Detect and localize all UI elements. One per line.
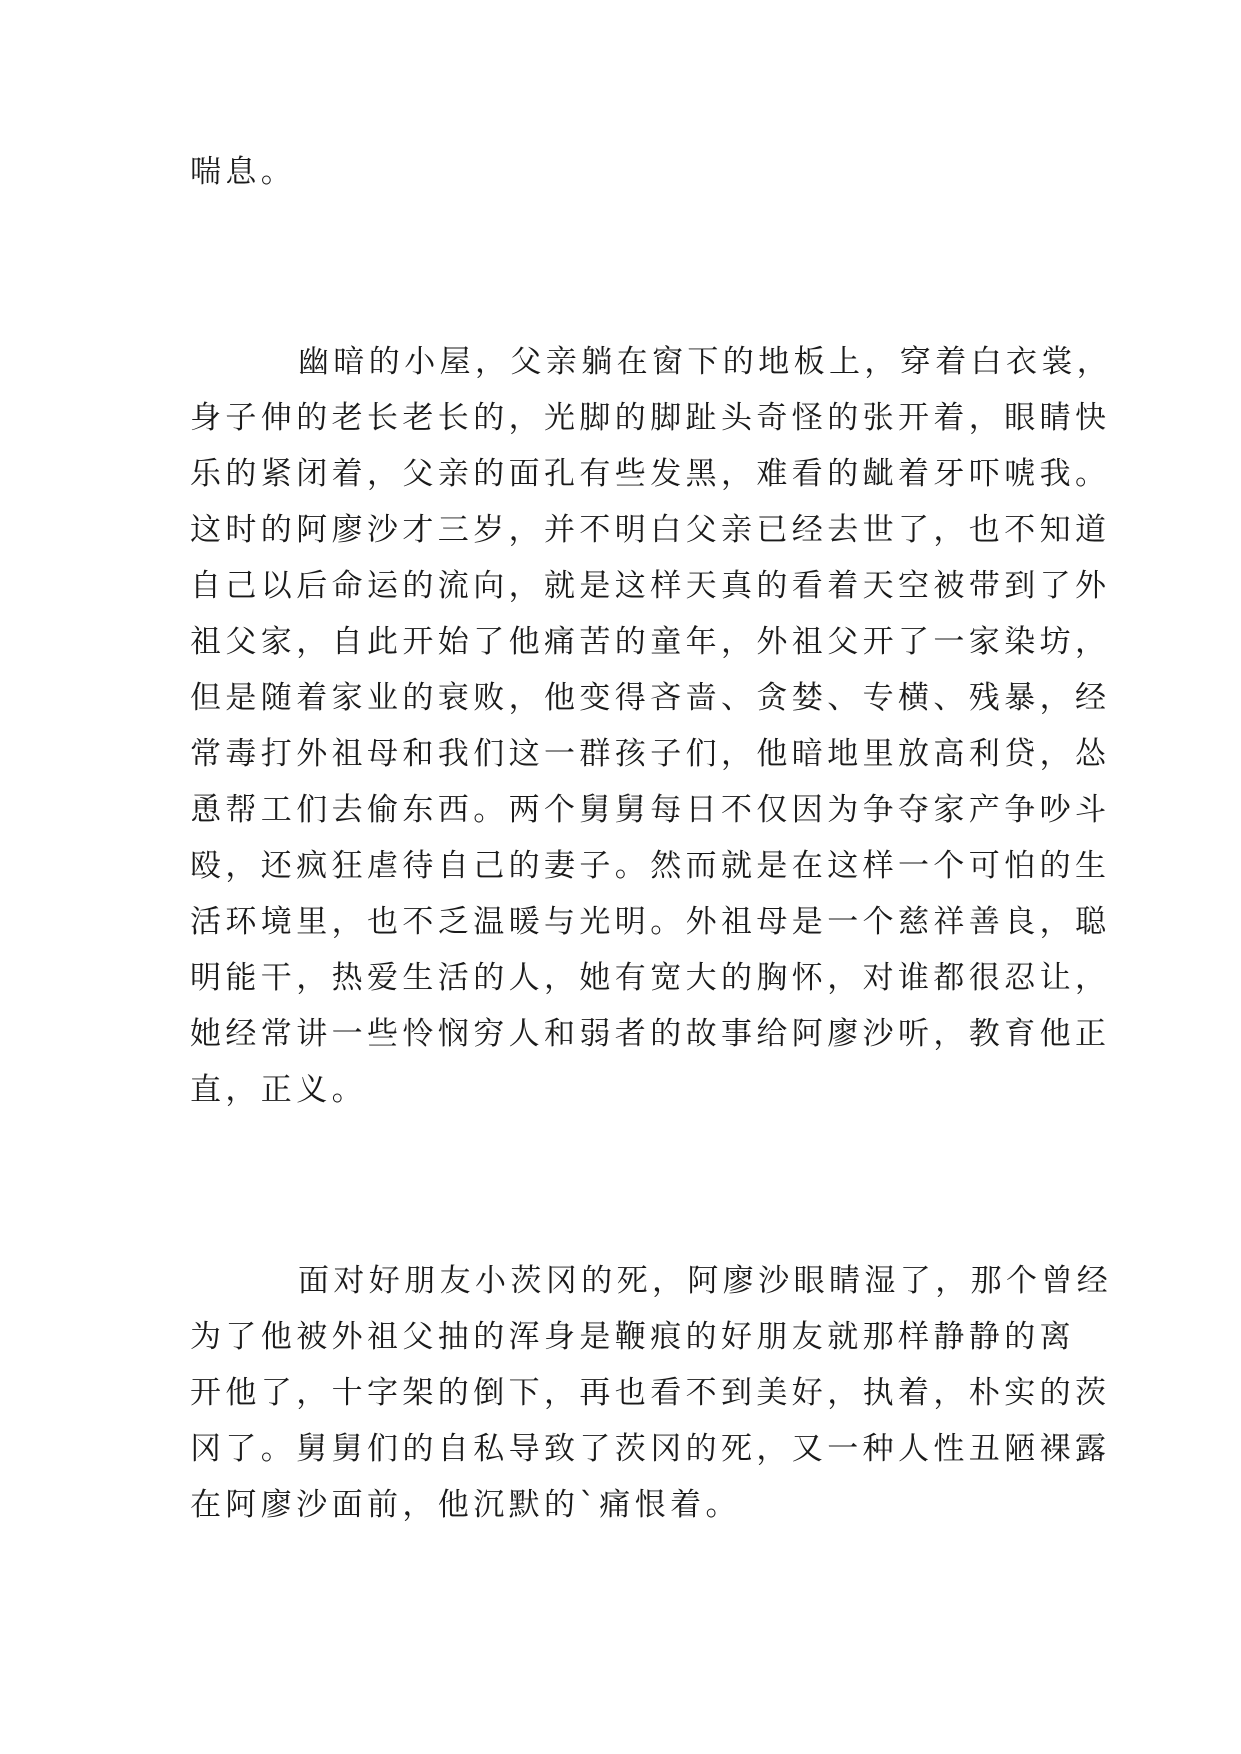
paragraph-line: 自己以后命运的流向，就是这样天真的看着天空被带到了外 xyxy=(190,568,1111,604)
paragraph-line: 面对好朋友小茨冈的死，阿廖沙眼睛湿了，那个曾经 xyxy=(298,1263,1113,1299)
paragraph-line: 活环境里，也不乏温暖与光明。外祖母是一个慈祥善良，聪 xyxy=(190,904,1111,940)
paragraph-line: 身子伸的老长老长的，光脚的脚趾头奇怪的张开着，眼睛快 xyxy=(190,400,1111,436)
paragraph-line: 明能干，热爱生活的人，她有宽大的胸怀，对谁都很忍让， xyxy=(190,960,1111,996)
paragraph-line: 直，正义。 xyxy=(190,1072,367,1108)
paragraph-line: 这时的阿廖沙才三岁，并不明白父亲已经去世了，也不知道 xyxy=(190,512,1111,548)
paragraph-line: 祖父家，自此开始了他痛苦的童年，外祖父开了一家染坊， xyxy=(190,624,1111,660)
paragraph-line: 恿帮工们去偷东西。两个舅舅每日不仅因为争夺家产争吵斗 xyxy=(190,792,1111,828)
paragraph-line: 为了他被外祖父抽的浑身是鞭痕的好朋友就那样静静的离 xyxy=(190,1319,1075,1355)
paragraph-line: 在阿廖沙面前，他沉默的`痛恨着。 xyxy=(190,1487,741,1523)
fragment-line: 喘息。 xyxy=(190,154,297,190)
paragraph-line: 开他了，十字架的倒下，再也看不到美好，执着，朴实的茨 xyxy=(190,1375,1111,1411)
paragraph-line: 她经常讲一些怜悯穷人和弱者的故事给阿廖沙听，教育他正 xyxy=(190,1016,1111,1052)
paragraph-line: 常毒打外祖母和我们这一群孩子们，他暗地里放高利贷，怂 xyxy=(190,736,1111,772)
paragraph-line: 幽暗的小屋，父亲躺在窗下的地板上，穿着白衣裳， xyxy=(298,344,1113,380)
paragraph-line: 但是随着家业的衰败，他变得吝啬、贪婪、专横、残暴，经 xyxy=(190,680,1111,716)
paragraph-line: 乐的紧闭着，父亲的面孔有些发黑，难看的龇着牙吓唬我。 xyxy=(190,456,1111,492)
paragraph-line: 殴，还疯狂虐待自己的妻子。然而就是在这样一个可怕的生 xyxy=(190,848,1111,884)
paragraph-line: 冈了。舅舅们的自私导致了茨冈的死，又一种人性丑陋裸露 xyxy=(190,1431,1111,1467)
